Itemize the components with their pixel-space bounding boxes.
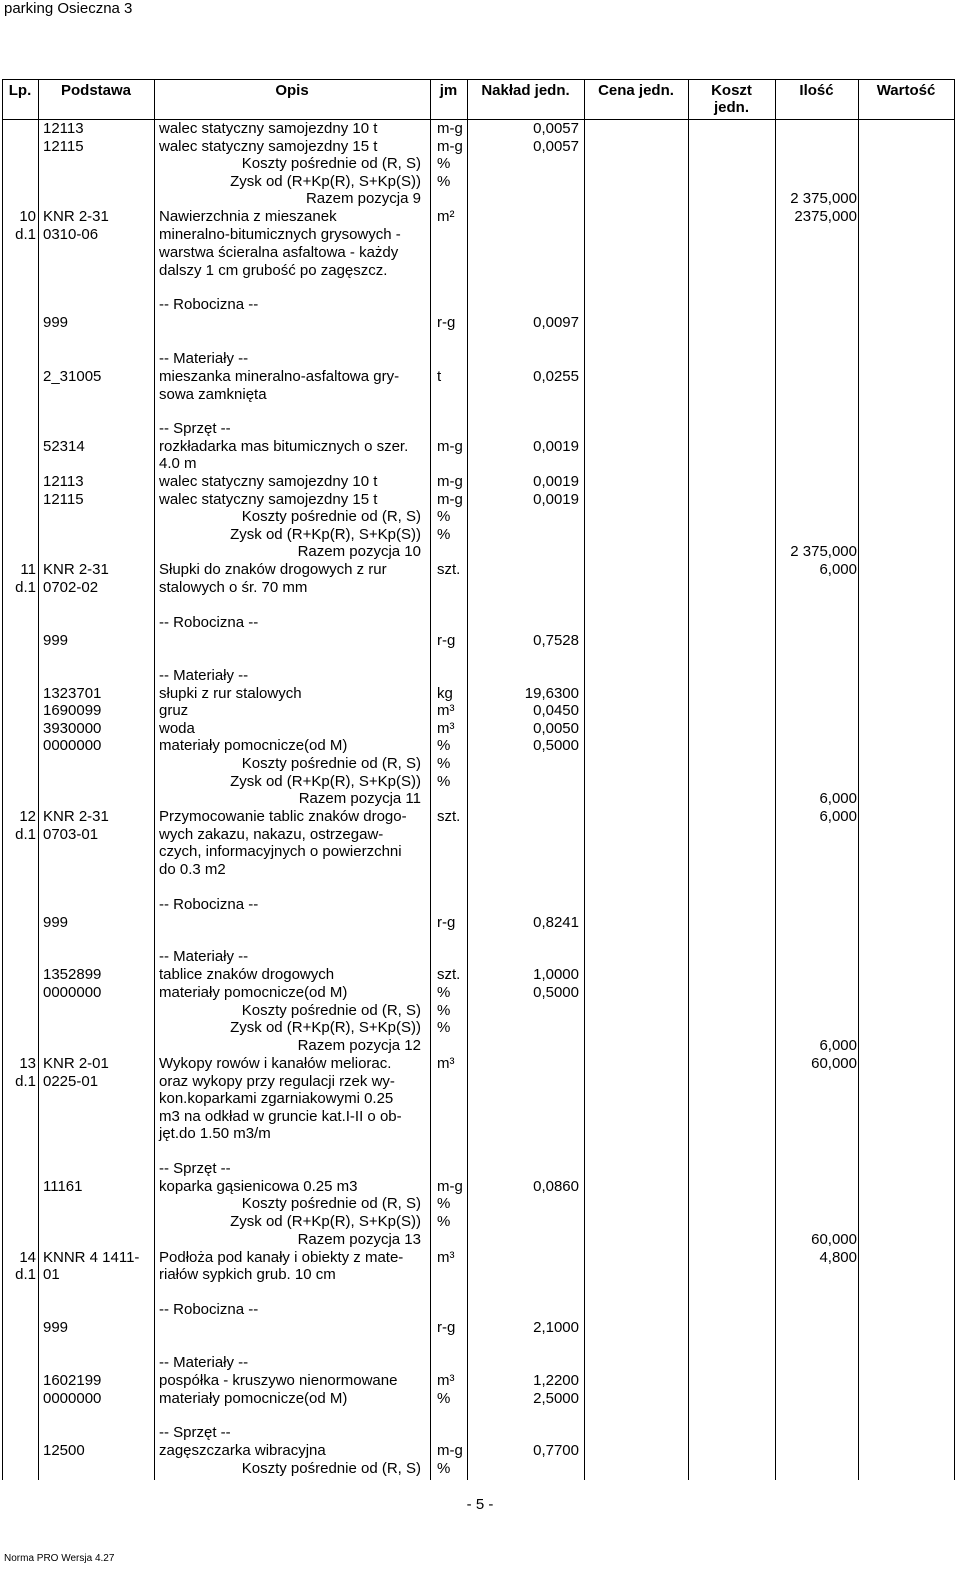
- row-description: do 0.3 m2: [159, 861, 226, 878]
- column-divider: [584, 79, 585, 1480]
- row-code: 0702-02: [43, 579, 99, 596]
- row-description: Przymocowanie tablic znaków drogo-: [159, 808, 407, 825]
- row-naklad: 19,6300: [524, 685, 579, 702]
- row-lp: 10: [19, 208, 36, 225]
- page-number: - 5 -: [466, 1496, 494, 1513]
- row-description: jęt.do 1.50 m3/m: [159, 1125, 271, 1142]
- row-naklad: 1,2200: [533, 1372, 579, 1389]
- row-description: -- Materiały --: [159, 350, 249, 367]
- row-code: KNR 2-31: [43, 208, 109, 225]
- row-unit: m-g: [437, 491, 463, 508]
- document-title: parking Osieczna 3: [4, 0, 133, 17]
- row-unit: m-g: [437, 1178, 463, 1195]
- row-naklad: 0,7700: [533, 1442, 579, 1459]
- row-description: rozkładarka mas bitumicznych o szer.: [159, 438, 409, 455]
- row-naklad: 0,0019: [533, 438, 579, 455]
- row-lp: d.1: [15, 1073, 36, 1090]
- row-naklad: 2,5000: [533, 1390, 579, 1407]
- row-summary-label: Zysk od (R+Kp(R), S+Kp(S)): [230, 173, 421, 190]
- row-description: koparka gąsienicowa 0.25 m3: [159, 1178, 358, 1195]
- row-summary-label: Zysk od (R+Kp(R), S+Kp(S)): [230, 1213, 421, 1230]
- row-description: warstwa ścieralna asfaltowa - każdy: [159, 244, 399, 261]
- header-opis: Opis: [275, 82, 309, 99]
- row-summary-label: Koszty pośrednie od (R, S): [241, 1460, 421, 1477]
- row-code: 11161: [43, 1178, 83, 1195]
- footer-text: Norma PRO Wersja 4.27: [4, 1553, 115, 1564]
- row-code: 12113: [43, 473, 84, 490]
- row-unit: m-g: [437, 138, 463, 155]
- row-code: 1323701: [43, 685, 102, 702]
- row-description: woda: [159, 720, 195, 737]
- row-description: pospółka - kruszywo nienormowane: [159, 1372, 398, 1389]
- row-lp: d.1: [15, 1266, 36, 1283]
- row-unit: %: [437, 1019, 451, 1036]
- row-naklad: 2,1000: [533, 1319, 579, 1336]
- row-unit: %: [437, 737, 451, 754]
- row-naklad: 0,7528: [533, 632, 579, 649]
- row-unit: r-g: [437, 314, 456, 331]
- row-description: -- Robocizna --: [159, 1301, 259, 1318]
- row-description: oraz wykopy przy regulacji rzek wy-: [159, 1073, 395, 1090]
- row-naklad: 0,0050: [533, 720, 579, 737]
- column-divider: [775, 79, 776, 1480]
- row-unit: m³: [437, 1055, 455, 1072]
- row-lp: d.1: [15, 226, 36, 243]
- row-description: sowa zamknięta: [159, 386, 267, 403]
- row-code: 0225-01: [43, 1073, 99, 1090]
- row-ilosc: 2 375,000: [790, 543, 857, 560]
- row-summary-label: Zysk od (R+Kp(R), S+Kp(S)): [230, 773, 421, 790]
- row-code: KNR 2-31: [43, 808, 109, 825]
- row-description: -- Sprzęt --: [159, 1424, 231, 1441]
- row-ilosc: 60,000: [811, 1231, 857, 1248]
- row-unit: m-g: [437, 438, 463, 455]
- header-koszt: Koszt: [711, 82, 752, 99]
- row-naklad: 1,0000: [533, 966, 579, 983]
- row-code: 0000000: [43, 1390, 102, 1407]
- row-unit: m³: [437, 720, 455, 737]
- row-code: 12500: [43, 1442, 85, 1459]
- row-description: materiały pomocnicze(od M): [159, 984, 348, 1001]
- row-code: 3930000: [43, 720, 102, 737]
- row-unit: t: [437, 368, 442, 385]
- row-summary-label: Zysk od (R+Kp(R), S+Kp(S)): [230, 1019, 421, 1036]
- row-unit: kg: [437, 685, 453, 702]
- row-description: gruz: [159, 702, 189, 719]
- row-naklad: 0,0860: [533, 1178, 579, 1195]
- row-description: walec statyczny samojezdny 10 t: [159, 473, 378, 490]
- row-code: 52314: [43, 438, 85, 455]
- row-ilosc: 2 375,000: [790, 190, 857, 207]
- header-cena: Cena jedn.: [598, 82, 674, 99]
- row-unit: m³: [437, 702, 455, 719]
- row-ilosc: 6,000: [819, 1037, 857, 1054]
- row-unit: %: [437, 1460, 451, 1477]
- header-ilosc: Ilość: [799, 82, 834, 99]
- row-summary-label: Razem pozycja 12: [297, 1037, 421, 1054]
- row-code: 999: [43, 632, 69, 649]
- header-podstawa: Podstawa: [60, 82, 132, 99]
- header-koszt: jedn.: [713, 99, 749, 116]
- row-code: KNR 2-01: [43, 1055, 109, 1072]
- row-description: m3 na odkład w gruncie kat.I-II o ob-: [159, 1108, 402, 1125]
- row-unit: %: [437, 1002, 451, 1019]
- row-unit: %: [437, 508, 451, 525]
- row-unit: %: [437, 526, 451, 543]
- row-code: 12115: [43, 138, 84, 155]
- row-summary-label: Razem pozycja 10: [297, 543, 421, 560]
- row-description: -- Robocizna --: [159, 296, 259, 313]
- row-unit: %: [437, 1390, 451, 1407]
- row-unit: r-g: [437, 914, 456, 931]
- row-naklad: 0,0097: [533, 314, 579, 331]
- row-unit: %: [437, 155, 451, 172]
- row-unit: r-g: [437, 632, 456, 649]
- row-description: czych, informacyjnych o powierzchni: [159, 843, 402, 860]
- row-ilosc: 2375,000: [794, 208, 857, 225]
- row-code: KNNR 4 1411-: [43, 1249, 140, 1266]
- row-description: Słupki do znaków drogowych z rur: [159, 561, 387, 578]
- row-code: 2_31005: [43, 368, 102, 385]
- row-lp: 13: [19, 1055, 36, 1072]
- row-ilosc: 6,000: [819, 561, 857, 578]
- row-description: -- Sprzęt --: [159, 1160, 231, 1177]
- row-description: zagęszczarka wibracyjna: [159, 1442, 326, 1459]
- row-naklad: 0,0019: [533, 473, 579, 490]
- row-description: Nawierzchnia z mieszanek: [159, 208, 337, 225]
- row-code: 999: [43, 314, 69, 331]
- row-description: -- Robocizna --: [159, 614, 259, 631]
- row-description: Wykopy rowów i kanałów meliorac.: [159, 1055, 392, 1072]
- row-ilosc: 4,800: [819, 1249, 857, 1266]
- row-unit: m-g: [437, 120, 463, 137]
- row-code: 999: [43, 914, 69, 931]
- row-unit: szt.: [437, 808, 461, 825]
- row-code: 1602199: [43, 1372, 102, 1389]
- row-description: słupki z rur stalowych: [159, 685, 302, 702]
- row-naklad: 0,0450: [533, 702, 579, 719]
- row-code: 0703-01: [43, 826, 99, 843]
- row-naklad: 0,0057: [533, 120, 579, 137]
- row-description: mieszanka mineralno-asfaltowa gry-: [159, 368, 400, 385]
- column-divider: [38, 79, 39, 1480]
- row-naklad: 0,0057: [533, 138, 579, 155]
- row-lp: d.1: [15, 826, 36, 843]
- column-divider: [954, 79, 955, 1480]
- row-unit: %: [437, 173, 451, 190]
- row-summary-label: Razem pozycja 9: [305, 190, 421, 207]
- column-divider: [430, 79, 431, 1480]
- row-lp: d.1: [15, 579, 36, 596]
- row-code: 01: [43, 1266, 60, 1283]
- row-lp: 14: [19, 1249, 36, 1266]
- row-description: materiały pomocnicze(od M): [159, 737, 348, 754]
- row-summary-label: Zysk od (R+Kp(R), S+Kp(S)): [230, 526, 421, 543]
- row-unit: %: [437, 1213, 451, 1230]
- row-code: 0000000: [43, 737, 102, 754]
- row-unit: m-g: [437, 473, 463, 490]
- row-description: mineralno-bitumicznych grysowych -: [159, 226, 401, 243]
- row-summary-label: Koszty pośrednie od (R, S): [241, 155, 421, 172]
- row-unit: szt.: [437, 966, 461, 983]
- row-description: tablice znaków drogowych: [159, 966, 335, 983]
- row-summary-label: Razem pozycja 11: [298, 790, 421, 807]
- row-description: dalszy 1 cm grubość po zagęszcz.: [159, 262, 388, 279]
- row-description: -- Materiały --: [159, 1354, 249, 1371]
- row-description: Podłoża pod kanały i obiekty z mate-: [159, 1249, 404, 1266]
- row-lp: 11: [20, 561, 36, 578]
- row-description: -- Materiały --: [159, 667, 249, 684]
- row-description: walec statyczny samojezdny 15 t: [159, 138, 378, 155]
- row-naklad: 0,5000: [533, 737, 579, 754]
- row-code: 999: [43, 1319, 69, 1336]
- row-code: 0310-06: [43, 226, 99, 243]
- row-unit: %: [437, 773, 451, 790]
- row-code: KNR 2-31: [43, 561, 109, 578]
- row-description: walec statyczny samojezdny 10 t: [159, 120, 378, 137]
- row-ilosc: 6,000: [819, 790, 857, 807]
- column-divider: [688, 79, 689, 1480]
- header-wartosc: Wartość: [876, 82, 936, 99]
- row-description: materiały pomocnicze(od M): [159, 1390, 348, 1407]
- row-naklad: 0,0255: [533, 368, 579, 385]
- column-divider: [858, 79, 859, 1480]
- row-unit: %: [437, 755, 451, 772]
- row-code: 1352899: [43, 966, 102, 983]
- row-lp: 12: [19, 808, 36, 825]
- row-unit: m³: [437, 1249, 455, 1266]
- row-unit: m²: [437, 208, 455, 225]
- row-description: stalowych o śr. 70 mm: [159, 579, 308, 596]
- row-description: -- Materiały --: [159, 948, 249, 965]
- row-unit: m-g: [437, 1442, 463, 1459]
- row-summary-label: Razem pozycja 13: [297, 1231, 421, 1248]
- header-lp: Lp.: [8, 82, 32, 99]
- row-description: -- Sprzęt --: [159, 420, 231, 437]
- header-naklad: Nakład jedn.: [481, 82, 570, 99]
- row-naklad: 0,8241: [533, 914, 579, 931]
- row-description: -- Robocizna --: [159, 896, 259, 913]
- row-description: kon.koparkami zgarniakowymi 0.25: [159, 1090, 394, 1107]
- row-summary-label: Koszty pośrednie od (R, S): [241, 508, 421, 525]
- row-unit: r-g: [437, 1319, 456, 1336]
- row-code: 12115: [43, 491, 84, 508]
- row-description: walec statyczny samojezdny 15 t: [159, 491, 378, 508]
- row-naklad: 0,0019: [533, 491, 579, 508]
- row-summary-label: Koszty pośrednie od (R, S): [241, 1002, 421, 1019]
- header-top-rule: [2, 79, 954, 80]
- row-ilosc: 60,000: [811, 1055, 857, 1072]
- row-summary-label: Koszty pośrednie od (R, S): [241, 755, 421, 772]
- row-ilosc: 6,000: [819, 808, 857, 825]
- row-code: 1690099: [43, 702, 102, 719]
- row-summary-label: Koszty pośrednie od (R, S): [241, 1195, 421, 1212]
- row-naklad: 0,5000: [533, 984, 579, 1001]
- header-jm: jm: [439, 82, 458, 99]
- row-description: 4.0 m: [159, 455, 197, 472]
- row-unit: %: [437, 1195, 451, 1212]
- row-unit: szt.: [437, 561, 461, 578]
- row-unit: %: [437, 984, 451, 1001]
- row-description: riałów sypkich grub. 10 cm: [159, 1266, 336, 1283]
- row-code: 0000000: [43, 984, 102, 1001]
- row-description: wych zakazu, nakazu, ostrzegaw-: [159, 826, 384, 843]
- row-unit: m³: [437, 1372, 455, 1389]
- row-code: 12113: [43, 120, 84, 137]
